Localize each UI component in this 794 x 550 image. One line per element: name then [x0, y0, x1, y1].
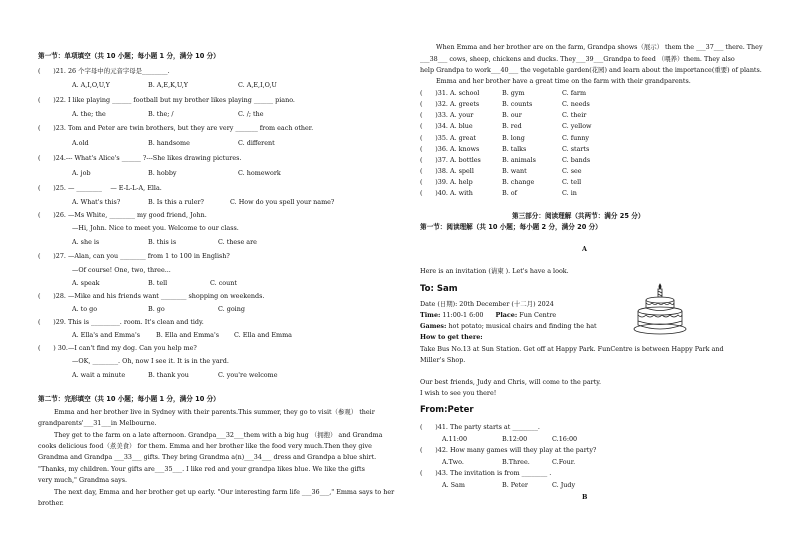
how-to-get-there: How to get there: — [420, 333, 483, 341]
q23-option-a: A.old — [72, 139, 89, 147]
q25-option-a: A. What's this? — [72, 198, 121, 206]
q27-option-b: B. tell — [148, 279, 168, 287]
cloze-option-35-c: C. funny — [562, 134, 590, 142]
directions-line: Miller’s Shop. — [420, 356, 466, 364]
q43-option-b: B. Peter — [502, 481, 528, 489]
q41-option-b: B.12:00 — [502, 435, 528, 443]
question-29: ( )29. This is _________. room. It's clean and tidy. — [38, 318, 204, 326]
cloze-line: When Emma and her brother are on the farm, Grandpa shows（展示） them the ___37___ there. They — [436, 43, 763, 51]
q21-option-a: A. A,I,O,U,Y — [72, 81, 110, 89]
q26-dialogue: —Hi, John. Nice to meet you. Welcome to our class. — [72, 224, 239, 232]
q42-option-b: B.Three. — [502, 458, 530, 466]
q26-option-a: A. she is — [72, 238, 100, 246]
cloze-option-35-b: B. long — [502, 134, 525, 142]
birthday-cake-icon — [632, 280, 688, 340]
question-24: ( )24.--- What's Alice's ______ ?---She likes drawing pictures. — [38, 154, 242, 162]
cloze-option-36-a: ( )36. A. knows — [420, 145, 480, 153]
invitation-friends: Our best friends, Judy and Chris, will come to the party. — [420, 378, 602, 386]
passage-b-label: B — [582, 493, 588, 501]
question-43: ( )43. The invitation is from ________ . — [420, 469, 552, 477]
cloze-line: help Grandpa to work___40___ the vegetable garden(花园) and learn about the importance(重要) of plants. — [420, 66, 762, 74]
q24-option-b: B. hobby — [148, 169, 177, 177]
games-label: Games: — [420, 322, 447, 330]
passage-a-label: A — [582, 245, 587, 253]
q28-option-c: C. going — [218, 305, 245, 313]
cloze-option-37-c: C. bands — [562, 156, 591, 164]
cloze-option-40-b: B. of — [502, 189, 517, 197]
cloze-option-33-b: B. our — [502, 111, 522, 119]
games-value: hot potato; musical chairs and finding the hat — [448, 322, 597, 330]
cloze-option-39-a: ( )39. A. help — [420, 178, 473, 186]
q24-option-a: A. job — [72, 169, 91, 177]
q29-option-c: C. Ella and Emma — [234, 331, 292, 339]
cloze-option-38-c: C. see — [562, 167, 582, 175]
q22-option-c: C. /; the — [238, 110, 264, 118]
cloze-option-31-a: ( )31. A. school — [420, 89, 480, 97]
section1-title: 第一节：单项填空（共 10 小题；每小题 1 分，满分 10 分） — [38, 52, 220, 60]
question-27: ( )27. —Alan, can you ________ from 1 to 100 in English? — [38, 252, 230, 260]
q30-dialogue: —OK, ________. Oh, now I see it. It is in the yard. — [72, 357, 229, 365]
q21-option-b: B. A,E,K,U,Y — [148, 81, 188, 89]
q26-option-c: C. these are — [218, 238, 257, 246]
cloze-line: Emma and her brother have a great time on the farm with their grandparents. — [436, 77, 691, 85]
cloze-option-34-a: ( )34. A. blue — [420, 122, 473, 130]
q42-option-a: A.Two. — [442, 458, 464, 466]
question-25: ( )25. — ________ — E-L-L-A, Ella. — [38, 184, 162, 192]
cloze-line: ___38___ cows, sheep, chickens and ducks. They___39___Grandpa to feed （喂养）them. They also — [420, 55, 735, 63]
q23-option-c: C. different — [238, 139, 275, 147]
cloze-line: brother. — [38, 499, 64, 507]
section2-title: 第二节：完形填空（共 10 小题；每小题 1 分，满分 10 分） — [38, 395, 220, 403]
q41-option-a: A.11:00 — [442, 435, 468, 443]
q26-option-b: B. this is — [148, 238, 177, 246]
cloze-option-32-a: ( )32. A. greets — [420, 100, 480, 108]
cloze-option-39-b: B. change — [502, 178, 535, 186]
q22-option-b: B. the; / — [148, 110, 174, 118]
q41-option-c: C.16:00 — [552, 435, 578, 443]
invitation-date-text: Date (日期): 20th December (十二月) 2024 — [420, 300, 554, 308]
q30-option-c: C. you're welcome — [218, 371, 278, 379]
cloze-option-36-c: C. starts — [562, 145, 590, 153]
q28-option-b: B. go — [148, 305, 165, 313]
q23-option-b: B. handsome — [148, 139, 190, 147]
q25-option-c: C. How do you spell your name? — [230, 198, 335, 206]
question-23: ( )23. Tom and Peter are twin brothers, but they are very _______ from each other. — [38, 124, 314, 132]
cloze-option-38-b: B. want — [502, 167, 527, 175]
q29-option-b: B. Ella and Emma's — [156, 331, 220, 339]
q27-dialogue: —Of course! One, two, three... — [72, 266, 171, 274]
part3-title: 第三部分：阅读理解（共两节：满分 25 分） — [512, 212, 645, 220]
invitation-time-place — [420, 312, 556, 318]
cloze-option-32-b: B. counts — [502, 100, 533, 108]
q28-option-a: A. to go — [72, 305, 98, 313]
reading-section-title: 第一节：阅读理解（共 10 小题；每小题 2 分，满分 20 分） — [420, 223, 602, 231]
q21-option-c: C. A,E,I,O,U — [238, 81, 277, 89]
cloze-option-40-a: ( )40. A. with — [420, 189, 473, 197]
cloze-line: cooks delicious food（煮美食） for them. Emma and her brother like the food very much.Then they give — [38, 442, 372, 450]
question-22: ( )22. I like playing ______ football but my brother likes playing ______ piano. — [38, 96, 295, 104]
cloze-option-33-c: C. their — [562, 111, 587, 119]
invitation-games — [420, 323, 597, 329]
question-26: ( )26. —Ms White, ________ my good friend, John. — [38, 211, 207, 219]
invitation-from: From:Peter — [420, 405, 474, 415]
question-28: ( )28. —Mike and his friends want ________ shopping on weekends. — [38, 292, 265, 300]
q27-option-a: A. speak — [72, 279, 100, 287]
q30-option-b: B. thank you — [148, 371, 189, 379]
time-value: 11:00-1 6:00 — [442, 311, 484, 319]
q43-option-a: A. Sam — [442, 481, 465, 489]
question-21: ( )21. 26 个字母中的元音字母是________. — [38, 67, 170, 75]
cloze-option-35-a: ( )35. A. great — [420, 134, 476, 142]
place-label: Place: — [495, 311, 518, 319]
q25-option-b: B. Is this a ruler? — [148, 198, 204, 206]
cloze-line: They get to the farm on a late afternoon. Grandpa___32___them with a big hug （拥抱） and Grandma — [54, 431, 383, 439]
cloze-line: "Thanks, my children. Your gifts are___35___. I like red and your grandpa likes blue. We like the gifts — [38, 465, 365, 473]
cloze-option-34-b: B. red — [502, 122, 522, 130]
cloze-option-33-a: ( )33. A. your — [420, 111, 474, 119]
cloze-option-38-a: ( )38. A. spell — [420, 167, 474, 175]
question-42: ( )42. How many games will they play at the party? — [420, 446, 597, 454]
question-30: ( ) 30.—I can't find my dog. Can you help me? — [38, 344, 197, 352]
cloze-option-34-c: C. yellow — [562, 122, 592, 130]
cloze-option-31-c: C. farm — [562, 89, 587, 97]
invitation-wish: I wish to see you there! — [420, 389, 497, 397]
directions-line: Take Bus No.13 at Sun Station. Get off at Happy Park. FunCentre is between Happy Park and — [420, 345, 724, 353]
cloze-option-31-b: B. gym — [502, 89, 525, 97]
cloze-option-32-c: C. needs — [562, 100, 590, 108]
q22-option-a: A. the; the — [72, 110, 106, 118]
cloze-option-37-b: B. animals — [502, 156, 536, 164]
cloze-line: Emma and her brother live in Sydney with their parents.This summer, they go to visit（参观） their — [54, 408, 375, 416]
q42-option-c: C.Four. — [552, 458, 576, 466]
invitation-to: To: Sam — [420, 284, 458, 294]
q27-option-c: C. count — [210, 279, 237, 287]
cloze-option-39-c: C. tell — [562, 178, 582, 186]
invitation-intro: Here is an invitation (请柬 ). Let's have a look. — [420, 267, 569, 275]
q29-option-a: A. Ella's and Emma's — [72, 331, 140, 339]
cloze-line: very much," Grandma says. — [38, 476, 128, 484]
cloze-option-36-b: B. talks — [502, 145, 527, 153]
time-label: Time: — [420, 311, 441, 319]
cloze-line: Grandma and Grandpa ___33___ gifts. They bring Grandma a(n)___34___ dress and Grandpa a blue shirt. — [38, 453, 377, 461]
question-41: ( )41. The party starts at ________. — [420, 423, 540, 431]
cloze-option-40-c: C. in — [562, 189, 577, 197]
q24-option-c: C. homework — [238, 169, 281, 177]
place-value: Fun Centre — [519, 311, 557, 319]
q30-option-a: A. wait a minute — [72, 371, 126, 379]
cloze-line: The next day, Emma and her brother get up early. "Our interesting farm life ___36___," Emma says to her — [54, 488, 395, 496]
q43-option-c: C. Judy — [552, 481, 576, 489]
cloze-option-37-a: ( )37. A. bottles — [420, 156, 481, 164]
invitation-date — [420, 301, 554, 307]
cloze-line: grandparents'___31___in Melbourne. — [38, 419, 157, 427]
